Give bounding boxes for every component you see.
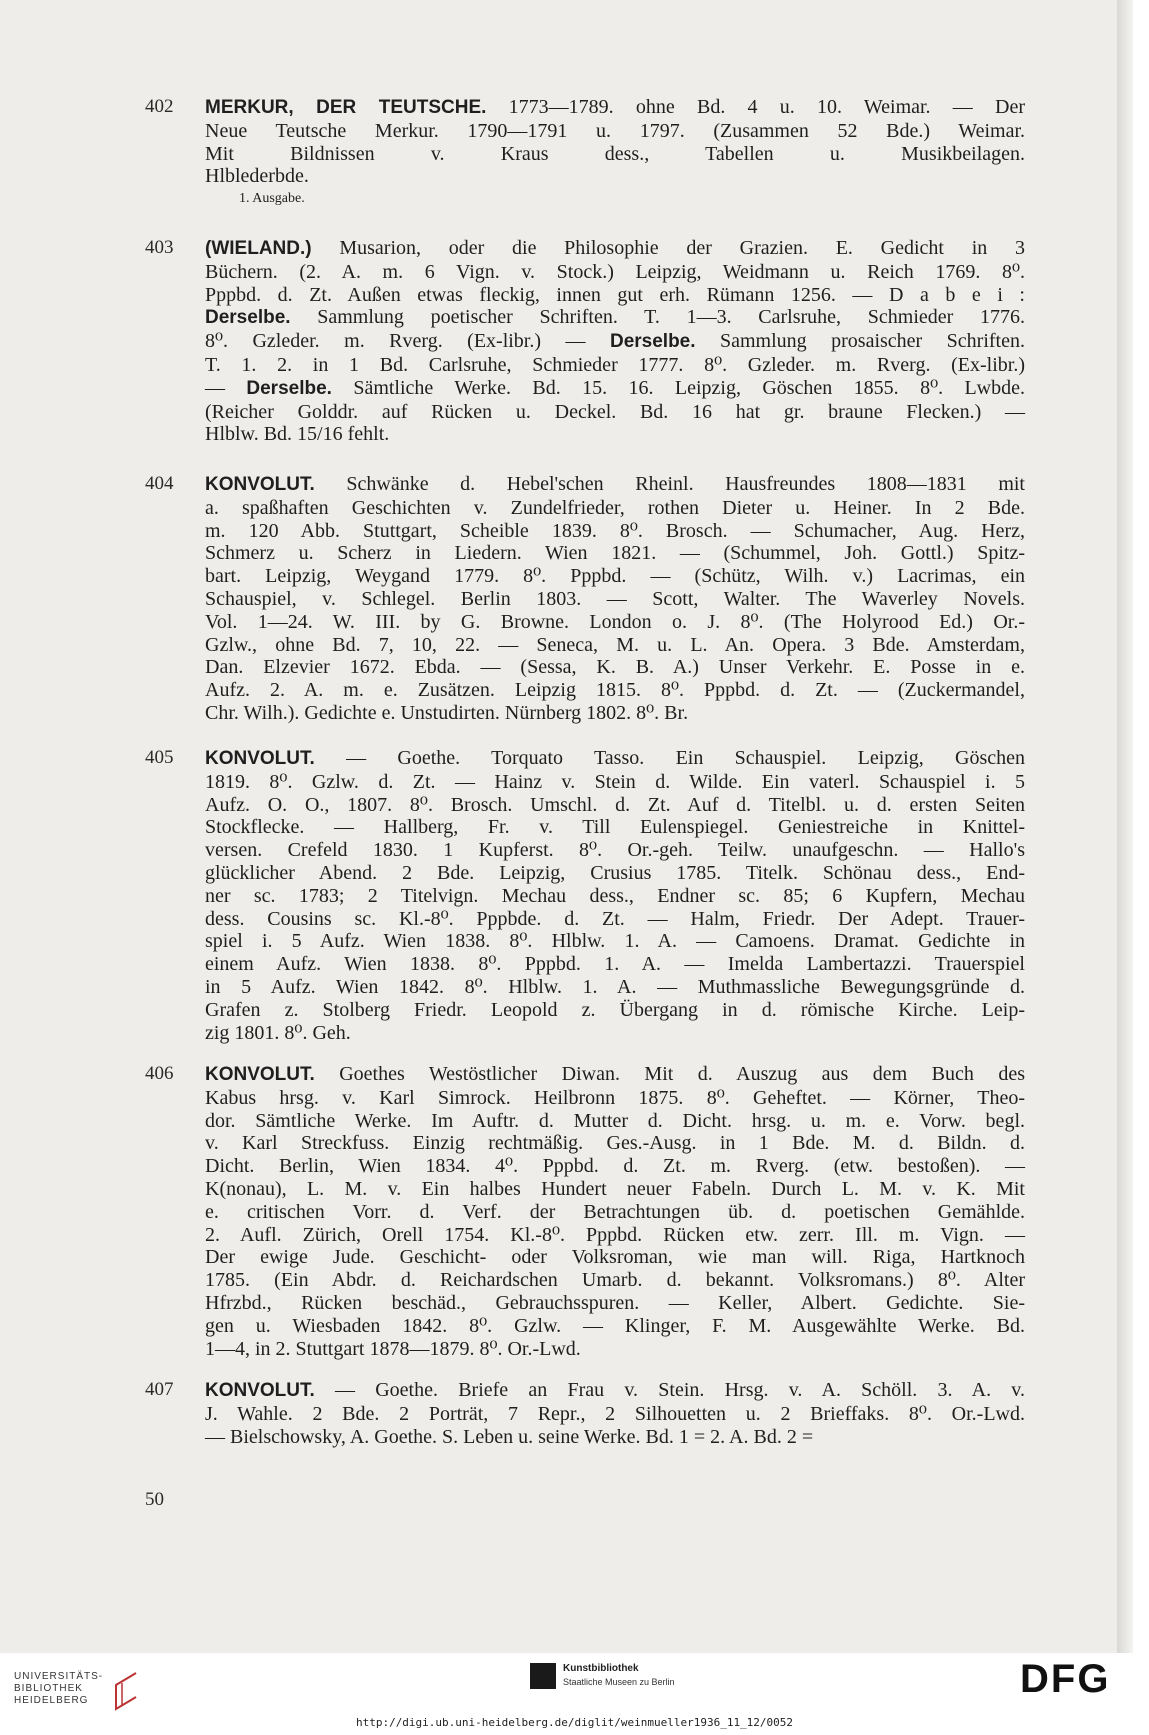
- entry-line: [205, 656, 1025, 679]
- line-text: Sämtliche Werke. Bd. 15. 16. Leipzig, Göschen 1855. 8⁰. Lwbde.: [331, 376, 1025, 399]
- entry-line: [205, 999, 1025, 1022]
- line-text: Aufz. O. O., 1807. 8⁰. Brosch. Umschl. d. Zt. Auf d. Titelbl. u. d. ersten Seiten: [205, 793, 1025, 816]
- line-text: Der ewige Jude. Geschicht- oder Volksroman, wie man will. Riga, Hartknoch: [205, 1246, 1025, 1269]
- entry-line: [205, 1292, 1025, 1315]
- line-text: gen u. Wiesbaden 1842. 8⁰. Gzlw. — Klinger, F. M. Ausgewählte Werke. Bd.: [205, 1314, 1025, 1337]
- entry-text: [205, 473, 1025, 725]
- entry-line: [205, 1063, 1025, 1087]
- dfg-logo[interactable]: DFG: [1020, 1657, 1111, 1701]
- line-text: 8⁰. Gzleder. m. Rverg. (Ex-libr.) —: [205, 330, 610, 353]
- line-text: Aufz. 2. A. m. e. Zusätzen. Leipzig 1815. 8⁰. Pppbd. d. Zt. — (Zuckermandel,: [205, 679, 1025, 702]
- line-text: T. 1. 2. in 1 Bd. Carlsruhe, Schmieder 1777. 8⁰. Gzleder. m. Rverg. (Ex-libr.): [205, 353, 1025, 376]
- line-text: versen. Crefeld 1830. 1 Kupferst. 8⁰. Or.-geh. Teilw. unaufgeschn. — Hallo's: [205, 839, 1025, 862]
- entry-line: [205, 1338, 1025, 1361]
- catalog-entry-404: [145, 473, 1025, 725]
- line-text: J. Wahle. 2 Bde. 2 Porträt, 7 Repr., 2 Silhouetten u. 2 Brieffaks. 8⁰. Or.-Lwd.: [205, 1402, 1025, 1425]
- entry-line: [205, 542, 1025, 565]
- entry-heading: KONVOLUT.: [205, 1064, 315, 1085]
- entry-line: [205, 237, 1025, 261]
- entry-line: [205, 816, 1025, 839]
- line-text: dor. Sämtliche Werke. Im Auftr. d. Mutter d. Dicht. hrsg. u. m. e. Vorw. begl.: [205, 1109, 1025, 1132]
- entry-text: [205, 96, 1025, 210]
- line-text: Hlblw. Bd. 15/16 fehlt.: [205, 423, 390, 446]
- library-name-line: UNIVERSITÄTS-: [14, 1671, 104, 1682]
- catalog-entry-402: [145, 96, 1025, 210]
- line-text: zig 1801. 8⁰. Geh.: [205, 1021, 351, 1044]
- line-text: — Goethe. Torquato Tasso. Ein Schauspiel. Leipzig, Göschen: [314, 747, 1025, 769]
- entry-line: [205, 377, 1025, 401]
- entry-line: [205, 702, 1025, 725]
- entry-line: [205, 747, 1025, 771]
- catalog-entry-405: [145, 747, 1025, 1044]
- line-text: m. 120 Abb. Stuttgart, Scheible 1839. 8⁰. Brosch. — Schumacher, Aug. Herz,: [205, 519, 1025, 542]
- entry-heading: (WIELAND.): [205, 238, 312, 259]
- line-text: — Bielschowsky, A. Goethe. S. Leben u. seine Werke. Bd. 1 = 2. A. Bd. 2 =: [205, 1425, 814, 1448]
- entry-line: [205, 611, 1025, 634]
- entry-line: [205, 165, 1025, 188]
- entry-text: [205, 237, 1025, 446]
- line-text: Grafen z. Stolberg Friedr. Leopold z. Übergang in d. römische Kirche. Leip-: [205, 998, 1025, 1021]
- line-text: ner sc. 1783; 2 Titelvign. Mechau dess., Endner sc. 85; 6 Kupfern, Mechau: [205, 884, 1025, 907]
- entry-number: 407: [145, 1379, 174, 1400]
- line-text: 1773—1789. ohne Bd. 4 u. 10. Weimar. — Der: [486, 96, 1025, 118]
- line-text: Schwänke d. Hebel'schen Rheinl. Hausfreundes 1808—1831 mit: [314, 473, 1025, 495]
- entry-line: [205, 497, 1025, 520]
- line-text: Hlblederbde.: [205, 165, 309, 188]
- line-text: bart. Leipzig, Weygand 1779. 8⁰. Pppbd. — (Schütz, Wilh. v.) Lacrimas, ein: [205, 565, 1025, 588]
- line-text: in 5 Aufz. Wien 1842. 8⁰. Hlblw. 1. A. — Muthmassliche Bewegungsgründe d.: [205, 975, 1025, 998]
- entry-line: [205, 1201, 1025, 1224]
- kunstbibliothek-mark-icon: [530, 1663, 556, 1689]
- entry-note: 1. Ausgabe.: [239, 191, 305, 207]
- entry-line: [205, 771, 1025, 794]
- line-text: Goethes Westöstlicher Diwan. Mit d. Auszug aus dem Buch des: [314, 1063, 1025, 1085]
- entry-line: [205, 930, 1025, 953]
- catalog-entry-403: [145, 237, 1025, 446]
- line-text: e. critischen Vorr. d. Verf. der Betrachtungen üb. d. poetischen Gemählde.: [205, 1200, 1025, 1223]
- entry-line: [205, 1379, 1025, 1403]
- entry-number: 406: [145, 1063, 174, 1084]
- line-text: K(nonau), L. M. v. Ein halbes Hundert neuer Fabeln. Durch L. M. v. K. Mit: [205, 1177, 1025, 1200]
- line-text: 1819. 8⁰. Gzlw. d. Zt. — Hainz v. Stein d. Wilde. Ein vaterl. Schauspiel i. 5: [205, 770, 1025, 793]
- line-text: einem Aufz. Wien 1838. 8⁰. Pppbd. 1. A. — Imelda Lambertazzi. Trauerspiel: [205, 953, 1025, 976]
- entry-line: [205, 423, 1025, 446]
- library-name-line: BIBLIOTHEK: [14, 1683, 83, 1694]
- entry-line: [205, 679, 1025, 702]
- entry-line: [205, 634, 1025, 657]
- line-text: Sammlung prosaischer Schriften.: [695, 330, 1025, 353]
- line-text: 2. Aufl. Zürich, Orell 1754. Kl.-8⁰. Pppbd. Rücken etw. zerr. Ill. m. Vign. —: [205, 1223, 1025, 1246]
- line-text: Neue Teutsche Merkur. 1790—1791 u. 1797. (Zusammen 52 Bde.) Weimar.: [205, 119, 1025, 142]
- line-text: Schauspiel, v. Schlegel. Berlin 1803. — Scott, Walter. The Waverley Novels.: [205, 587, 1025, 610]
- line-text: Dan. Elzevier 1672. Ebda. — (Sessa, K. B. A.) Unser Verkehr. E. Posse in e.: [205, 656, 1025, 679]
- entry-line: [205, 401, 1025, 424]
- line-text: Schmerz u. Scherz in Liedern. Wien 1821. — (Schummel, Joh. Gottl.) Spitz-: [205, 542, 1025, 565]
- entry-line: [205, 908, 1025, 931]
- entry-line: [205, 1155, 1025, 1178]
- line-text: Mit Bildnissen v. Kraus dess., Tabellen u. Musikbeilagen.: [205, 142, 1025, 165]
- line-text: Musarion, oder die Philosophie der Grazien. E. Gedicht in 3: [311, 237, 1025, 259]
- entry-line: [205, 1087, 1025, 1110]
- catalog-entry-407: [145, 1379, 1025, 1448]
- line-text: — Goethe. Briefe an Frau v. Stein. Hrsg. v. A. Schöll. 3. A. v.: [314, 1379, 1025, 1401]
- line-text: Chr. Wilh.). Gedichte e. Unstudirten. Nürnberg 1802. 8⁰. Br.: [205, 701, 689, 724]
- footer-bar: [0, 1653, 1149, 1735]
- line-text: a. spaßhaften Geschichten v. Zundelfrieder, rothen Dieter u. Heiner. In 2 Bde.: [205, 496, 1025, 519]
- entry-text: [205, 747, 1025, 1044]
- entry-text: [205, 1063, 1025, 1360]
- library-name-line: HEIDELBERG: [14, 1695, 89, 1706]
- entry-line: [205, 1403, 1025, 1426]
- page-edge-shadow: [1117, 0, 1133, 1653]
- entry-line: [205, 588, 1025, 611]
- line-text: Stockflecke. — Hallberg, Fr. v. Till Eulenspiegel. Geniestreiche in Knittel-: [205, 816, 1025, 839]
- entry-heading: KONVOLUT.: [205, 1380, 315, 1401]
- entry-line: [205, 473, 1025, 497]
- entry-number: 402: [145, 96, 174, 117]
- line-text: Sammlung poetischer Schriften. T. 1—3. Carlsruhe, Schmieder 1776.: [290, 306, 1025, 329]
- line-text: —: [205, 376, 247, 399]
- entry-line: [205, 1224, 1025, 1247]
- line-text: Pppbd. d. Zt. Außen etwas fleckig, innen gut erh. Rümann 1256. — D a b e i :: [205, 283, 1025, 306]
- line-text: spiel i. 5 Aufz. Wien 1838. 8⁰. Hlblw. 1. A. — Camoens. Dramat. Gedichte in: [205, 930, 1025, 953]
- page-number: 50: [145, 1489, 164, 1510]
- entry-line: [205, 885, 1025, 908]
- entry-line: [205, 862, 1025, 885]
- entry-heading: Derselbe.: [205, 307, 291, 329]
- line-text: dess. Cousins sc. Kl.-8⁰. Pppbde. d. Zt. — Halm, Friedr. Der Adept. Trauer-: [205, 907, 1025, 930]
- entry-line: [205, 1022, 1025, 1045]
- entry-line: [205, 1110, 1025, 1133]
- entry-line: [205, 953, 1025, 976]
- entry-line: [205, 284, 1025, 307]
- line-text: glücklicher Abend. 2 Bde. Leipzig, Crusius 1785. Titelk. Schönau dess., End-: [205, 861, 1025, 884]
- entry-number: 404: [145, 473, 174, 494]
- entry-line: [205, 120, 1025, 143]
- entry-heading: KONVOLUT.: [205, 748, 315, 769]
- entry-line: [205, 1246, 1025, 1269]
- entry-line: [205, 330, 1025, 354]
- entry-line: [205, 261, 1025, 284]
- line-text: Dicht. Berlin, Wien 1834. 4⁰. Pppbd. d. Zt. m. Rverg. (etw. bestoßen). —: [205, 1155, 1025, 1178]
- entry-line: [205, 565, 1025, 588]
- entry-number: 403: [145, 237, 174, 258]
- catalog-entry-406: [145, 1063, 1025, 1360]
- entry-line: [205, 520, 1025, 543]
- entry-line: [205, 306, 1025, 330]
- line-text: Gzlw., ohne Bd. 7, 10, 22. — Seneca, M. u. L. An. Opera. 3 Bde. Amsterdam,: [205, 633, 1025, 656]
- line-text: (Reicher Golddr. auf Rücken u. Deckel. Bd. 16 hat gr. braune Flecken.) —: [205, 400, 1025, 423]
- entry-line: [205, 1178, 1025, 1201]
- author-ref: Derselbe.: [609, 331, 696, 353]
- line-text: Vol. 1—24. W. III. by G. Browne. London o. J. 8⁰. (The Holyrood Ed.) Or.-: [205, 610, 1025, 633]
- entry-line: [205, 1269, 1025, 1292]
- entry-number: 405: [145, 747, 174, 768]
- entry-line: [205, 794, 1025, 817]
- permalink-url[interactable]: http://digi.ub.uni-heidelberg.de/diglit/weinmueller1936_11_12/0052: [355, 1716, 794, 1729]
- line-text: 1785. (Ein Abdr. d. Reichardschen Umarb. d. bekannt. Volksromans.) 8⁰. Alter: [205, 1269, 1025, 1292]
- kunstbibliothek-title: Kunstbibliothek: [563, 1663, 639, 1674]
- heidelberg-library-logo[interactable]: [14, 1671, 103, 1707]
- entry-line: [205, 143, 1025, 166]
- entry-text: [205, 1379, 1025, 1448]
- line-text: v. Karl Streckfuss. Einzig rechtmäßig. Ges.-Ausg. in 1 Bde. M. d. Bildn. d.: [205, 1132, 1025, 1155]
- entry-heading: MERKUR, DER TEUTSCHE.: [205, 97, 487, 118]
- library-emblem-icon: [106, 1669, 146, 1713]
- entry-line: [205, 96, 1025, 120]
- author-ref: Derselbe.: [246, 377, 332, 399]
- line-text: Büchern. (2. A. m. 6 Vign. v. Stock.) Leipzig, Weidmann u. Reich 1769. 8⁰.: [205, 260, 1025, 283]
- entry-line: [205, 1426, 1025, 1449]
- kunstbibliothek-subtitle: Staatliche Museen zu Berlin: [563, 1677, 675, 1687]
- entry-line: [205, 354, 1025, 377]
- entry-heading: KONVOLUT.: [205, 474, 315, 495]
- line-text: Kabus hrsg. v. Karl Simrock. Heilbronn 1875. 8⁰. Geheftet. — Körner, Theo-: [205, 1086, 1025, 1109]
- entry-line: [205, 976, 1025, 999]
- entry-line: [205, 1315, 1025, 1338]
- entry-line: [205, 1132, 1025, 1155]
- entry-line: [205, 839, 1025, 862]
- line-text: Hfrzbd., Rücken beschäd., Gebrauchsspuren. — Keller, Albert. Gedichte. Sie-: [205, 1291, 1025, 1314]
- line-text: 1—4, in 2. Stuttgart 1878—1879. 8⁰. Or.-Lwd.: [205, 1337, 581, 1360]
